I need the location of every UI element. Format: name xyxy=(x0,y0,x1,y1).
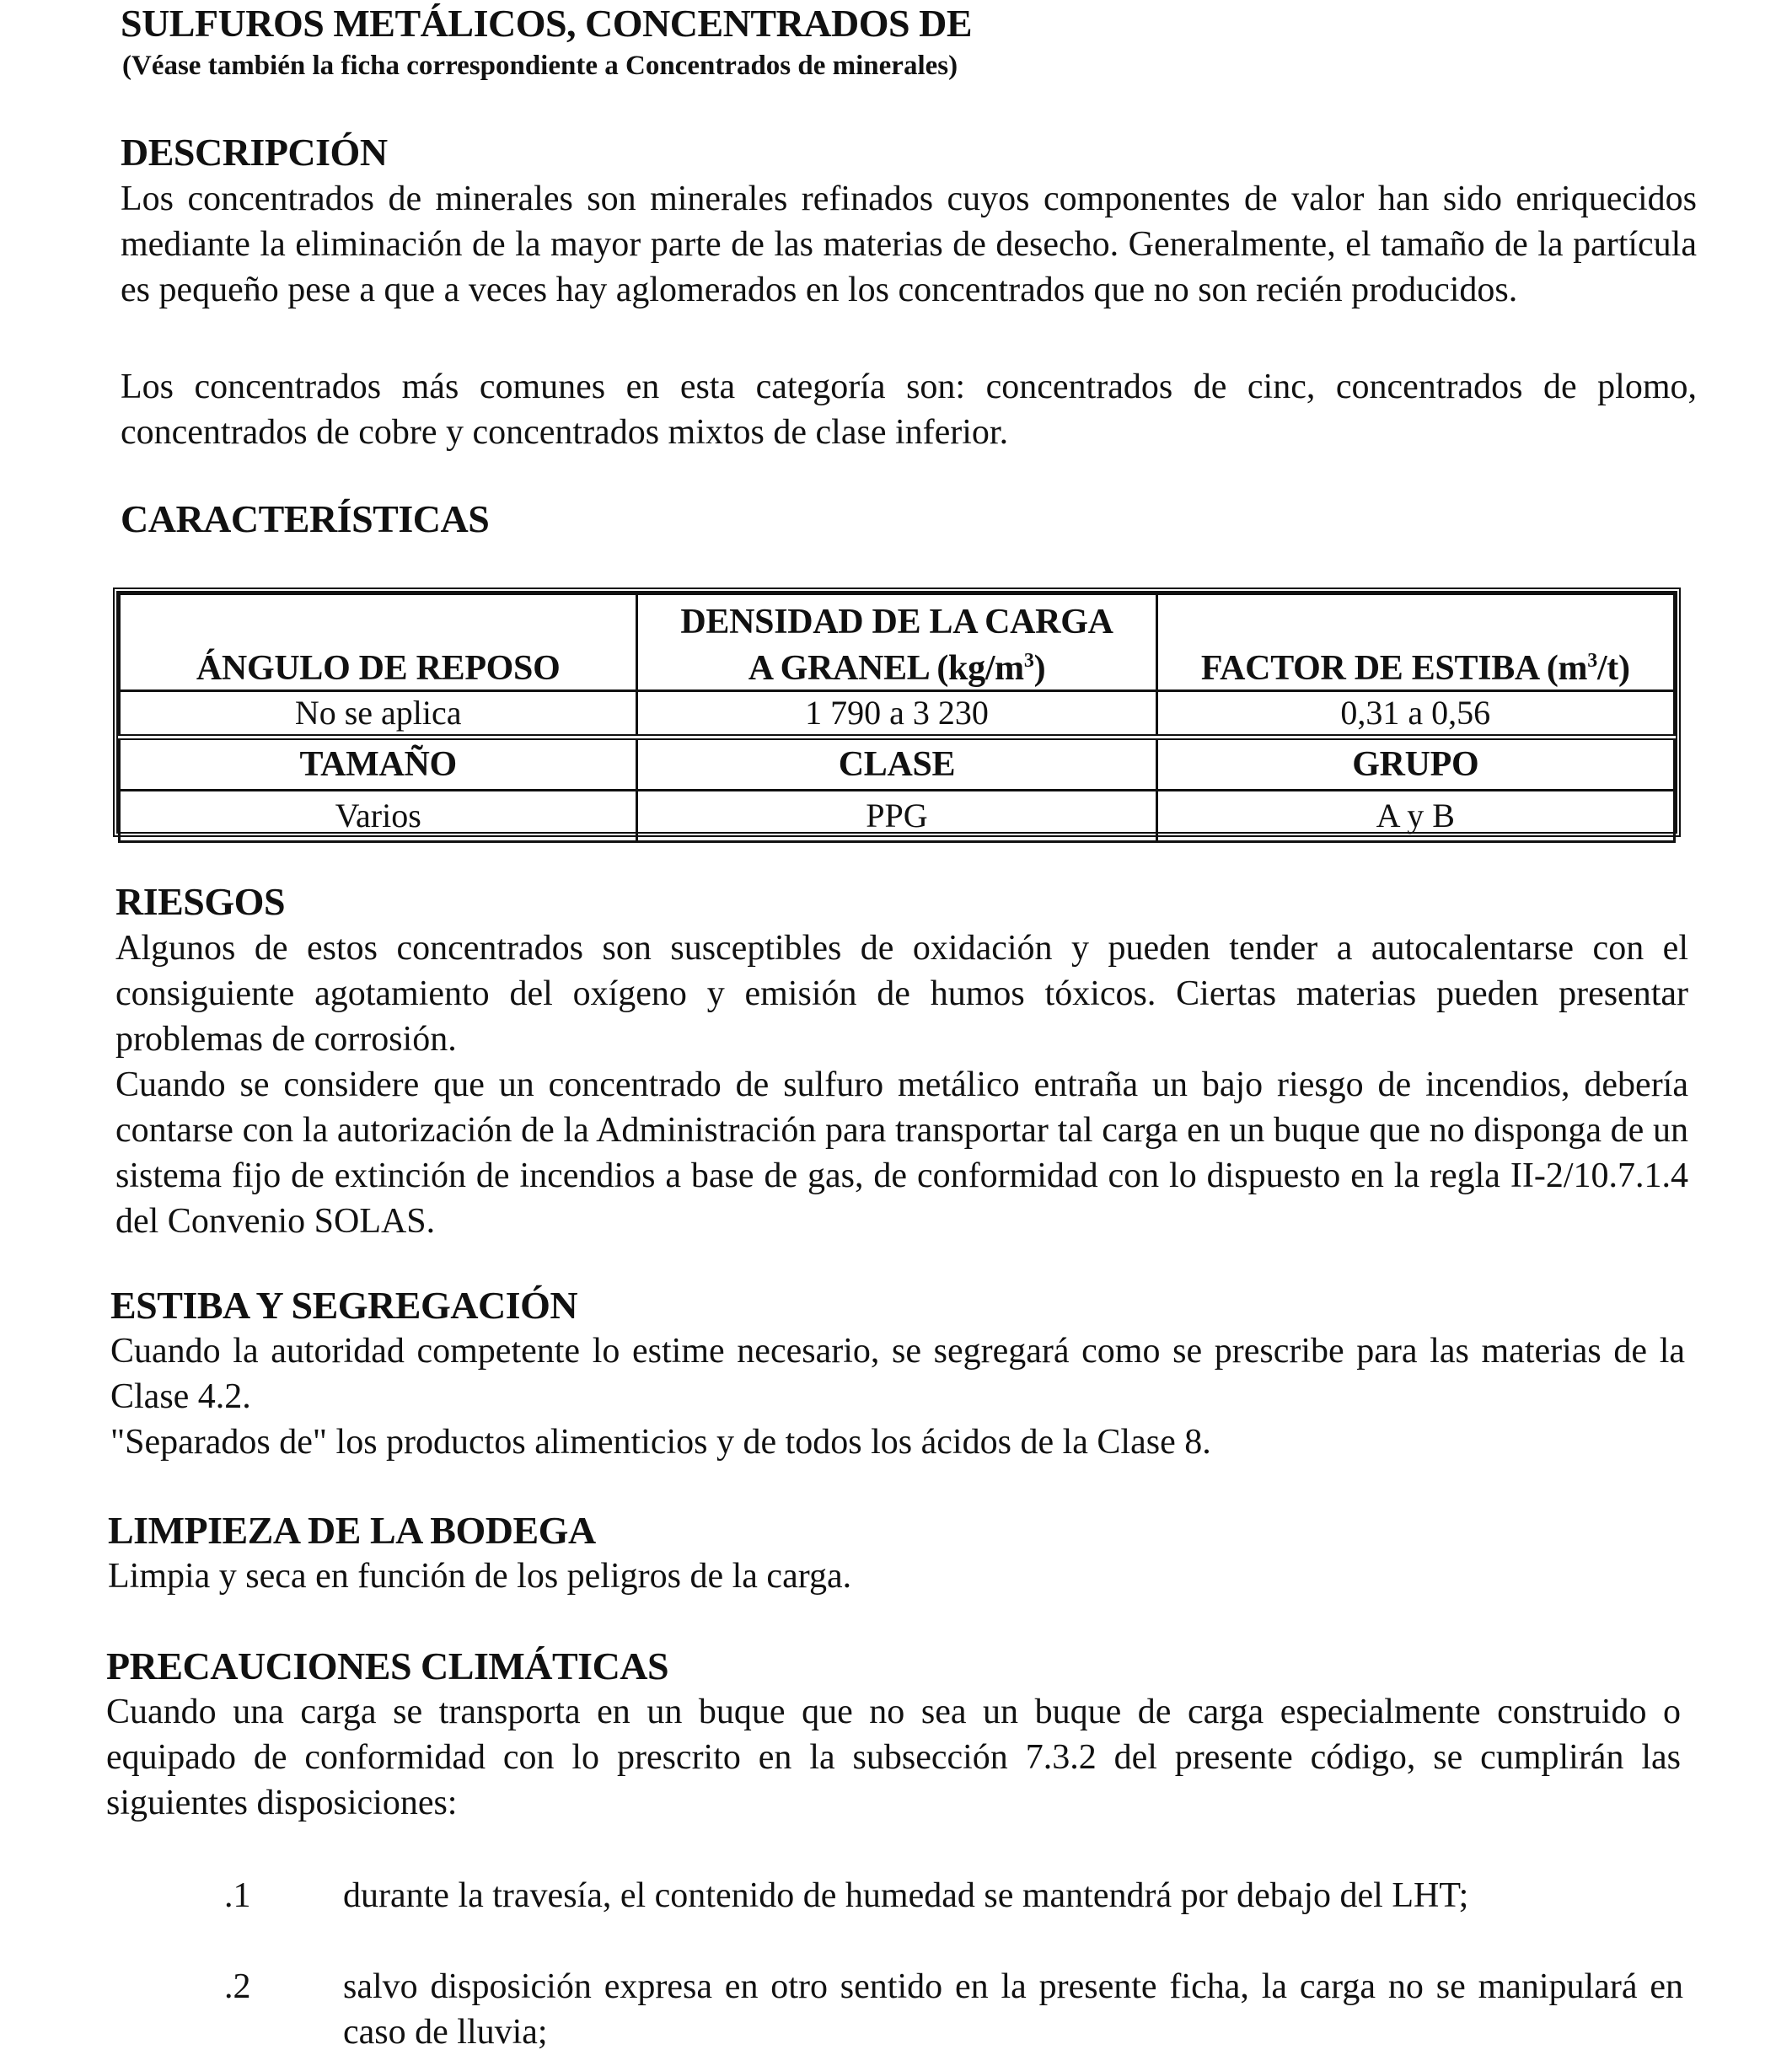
list-item-text: durante la travesía, el contenido de humedad se mantendrá por debajo del LHT; xyxy=(343,1876,1469,1915)
header-factor-text: FACTOR DE ESTIBA (m xyxy=(1200,649,1588,688)
value-tamano: Varios xyxy=(120,791,637,842)
header-grupo: GRUPO xyxy=(1156,738,1674,791)
value-angulo-de-reposo: No se aplica xyxy=(120,691,637,738)
value-densidad: 1 790 a 3 230 xyxy=(637,691,1156,738)
list-item-number: .2 xyxy=(224,1967,251,2006)
header-factor-superscript: 3 xyxy=(1587,650,1597,672)
table-header-row xyxy=(120,738,1675,791)
header-angulo-de-reposo: ÁNGULO DE REPOSO xyxy=(120,594,637,691)
value-grupo: A y B xyxy=(1156,791,1674,842)
limpieza-paragraph-1: Limpia y seca en función de los peligros de la carga. xyxy=(108,1557,852,1596)
section-heading-precauciones: PRECAUCIONES CLIMÁTICAS xyxy=(106,1645,669,1687)
header-tamano: TAMAÑO xyxy=(120,738,637,791)
riesgos-paragraph-2: Cuando se considere que un concentrado de sulfuro metálico entraña un bajo riesgo de incendios, debería contarse con la autorización de la Administración para transportar tal carga en un buque que no disponga de un sistema fijo de extinción de incendios a base de gas, de conformidad con lo dispuesto en la regla II-2/10.7.1.4 del Convenio SOLAS. xyxy=(115,1065,1688,1241)
header-clase: CLASE xyxy=(637,738,1156,791)
document-subtitle: (Véase también la ficha correspondiente a Concentrados de minerales) xyxy=(122,51,958,81)
descripcion-paragraph-1: Los concentrados de minerales son minerales refinados cuyos componentes de valor han sido enriquecidos mediante la eliminación de la mayor parte de las materias de desecho. Generalmente, el tamaño de la partícula es pequeño pese a que a veces hay aglomerados en los concentrados que no son recién producidos. xyxy=(121,180,1697,309)
characteristics-table xyxy=(113,588,1681,837)
precauciones-paragraph-1: Cuando una carga se transporta en un buque que no sea un buque de carga especialmente construido o equipado de conformidad con lo prescrito en la subsección 7.3.2 del presente código, se cumplirán las siguientes disposiciones: xyxy=(106,1693,1681,1822)
list-item-number: .1 xyxy=(224,1876,251,1915)
table-row xyxy=(120,791,1675,842)
table-row xyxy=(120,691,1675,738)
section-heading-estiba: ESTIBA Y SEGREGACIÓN xyxy=(110,1284,578,1327)
header-densidad xyxy=(637,594,1156,691)
estiba-paragraph-2: "Separados de" los productos alimenticios y de todos los ácidos de la Clase 8. xyxy=(110,1423,1211,1462)
value-factor-de-estiba: 0,31 a 0,56 xyxy=(1156,691,1674,738)
section-heading-limpieza: LIMPIEZA DE LA BODEGA xyxy=(108,1509,596,1552)
riesgos-paragraph-1: Algunos de estos concentrados son susceptibles de oxidación y pueden tender a autocalentarse con el consiguiente agotamiento del oxígeno y emisión de humos tóxicos. Ciertas materias pueden presentar problemas de corrosión. xyxy=(115,929,1688,1059)
list-item-text: salvo disposición expresa en otro sentido en la presente ficha, la carga no se manipulará en caso de lluvia; xyxy=(343,1967,1683,2052)
section-heading-caracteristicas: CARACTERÍSTICAS xyxy=(121,497,490,540)
document-title: SULFUROS METÁLICOS, CONCENTRADOS DE xyxy=(121,2,972,45)
header-densidad-close: ) xyxy=(1033,649,1046,688)
estiba-paragraph-1: Cuando la autoridad competente lo estime necesario, se segregará como se prescribe para las materias de la Clase 4.2. xyxy=(110,1332,1685,1416)
descripcion-paragraph-2: Los concentrados más comunes en esta categoría son: concentrados de cinc, concentrados de plomo, concentrados de cobre y concentrados mixtos de clase inferior. xyxy=(121,368,1697,452)
header-densidad-line2: A GRANEL (kg/m xyxy=(748,649,1024,688)
table-header-row xyxy=(120,594,1675,691)
value-clase: PPG xyxy=(637,791,1156,842)
section-heading-riesgos: RIESGOS xyxy=(115,880,286,923)
section-heading-descripcion: DESCRIPCIÓN xyxy=(121,131,388,174)
header-densidad-superscript: 3 xyxy=(1023,650,1034,672)
header-densidad-line1: DENSIDAD DE LA CARGA xyxy=(680,603,1113,641)
header-factor-de-estiba xyxy=(1156,594,1674,691)
header-factor-close: /t) xyxy=(1596,649,1630,688)
